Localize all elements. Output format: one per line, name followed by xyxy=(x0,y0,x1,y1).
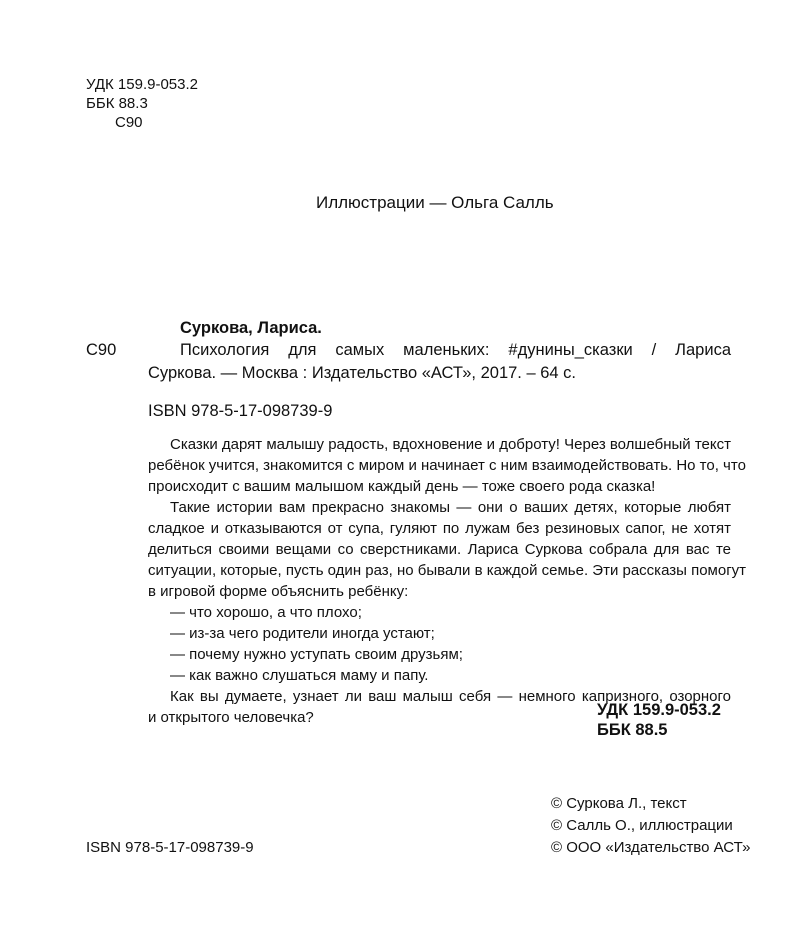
copyright-illustrations: © Салль О., иллюстрации xyxy=(551,817,733,834)
annotation-line: делиться своими вещами со сверстниками. Лариса Суркова собрала для вас те xyxy=(148,541,731,558)
bbk-code-bottom: ББК 88.5 xyxy=(597,721,668,739)
bbk-code-top: ББК 88.3 xyxy=(86,95,148,112)
annotation-line: и открытого человечка? xyxy=(148,709,314,726)
annotation-list-item: — почему нужно уступать своим друзьям; xyxy=(170,646,463,663)
copyright-publisher: © ООО «Издательство АСТ» xyxy=(551,839,751,856)
record-author-mark: С90 xyxy=(86,341,117,359)
annotation-line: Как вы думаете, узнает ли ваш малыш себя — немного капризного, озорного xyxy=(170,688,731,705)
record-line-2: Суркова. — Москва : Издательство «АСТ», 2017. – 64 с. xyxy=(148,364,577,382)
annotation-line: ребёнок учится, знакомится с миром и начинает с ним взаимодействовать. Но то, что xyxy=(148,457,746,474)
annotation-list-item: — что хорошо, а что плохо; xyxy=(170,604,362,621)
annotation-line: Сказки дарят малышу радость, вдохновение и доброту! Через волшебный текст xyxy=(170,436,731,453)
udk-code-top: УДК 159.9-053.2 xyxy=(86,76,198,93)
annotation-line: ситуации, которые, пусть один раз, но бывали в каждой семье. Эти рассказы помогут xyxy=(148,562,747,579)
udk-code-bottom: УДК 159.9-053.2 xyxy=(597,701,721,719)
annotation-list-item: — из-за чего родители иногда устают; xyxy=(170,625,435,642)
annotation-line: Такие истории вам прекрасно знакомы — они о ваших детях, которые любят xyxy=(170,499,731,516)
record-heading: Суркова, Лариса. xyxy=(180,319,322,337)
annotation xyxy=(148,434,747,728)
illustrations-credit: Иллюстрации — Ольга Салль xyxy=(316,193,554,212)
isbn-bottom: ISBN 978-5-17-098739-9 xyxy=(86,839,254,856)
annotation-list-item: — как важно слушаться маму и папу. xyxy=(170,667,429,684)
author-mark-top: С90 xyxy=(115,114,143,131)
record-line-1: Психология для самых маленьких: #дунины_сказки / Лариса xyxy=(180,341,731,359)
annotation-line: происходит с вашим малышом каждый день — тоже своего рода сказка! xyxy=(148,478,656,495)
record-isbn: ISBN 978-5-17-098739-9 xyxy=(148,402,333,420)
annotation-line: в игровой форме объяснить ребёнку: xyxy=(148,583,409,600)
copyright-text: © Суркова Л., текст xyxy=(551,795,687,812)
annotation-line: сладкое и отказываются от супа, гуляют по лужам без резиновых сапог, не хотят xyxy=(148,520,731,537)
